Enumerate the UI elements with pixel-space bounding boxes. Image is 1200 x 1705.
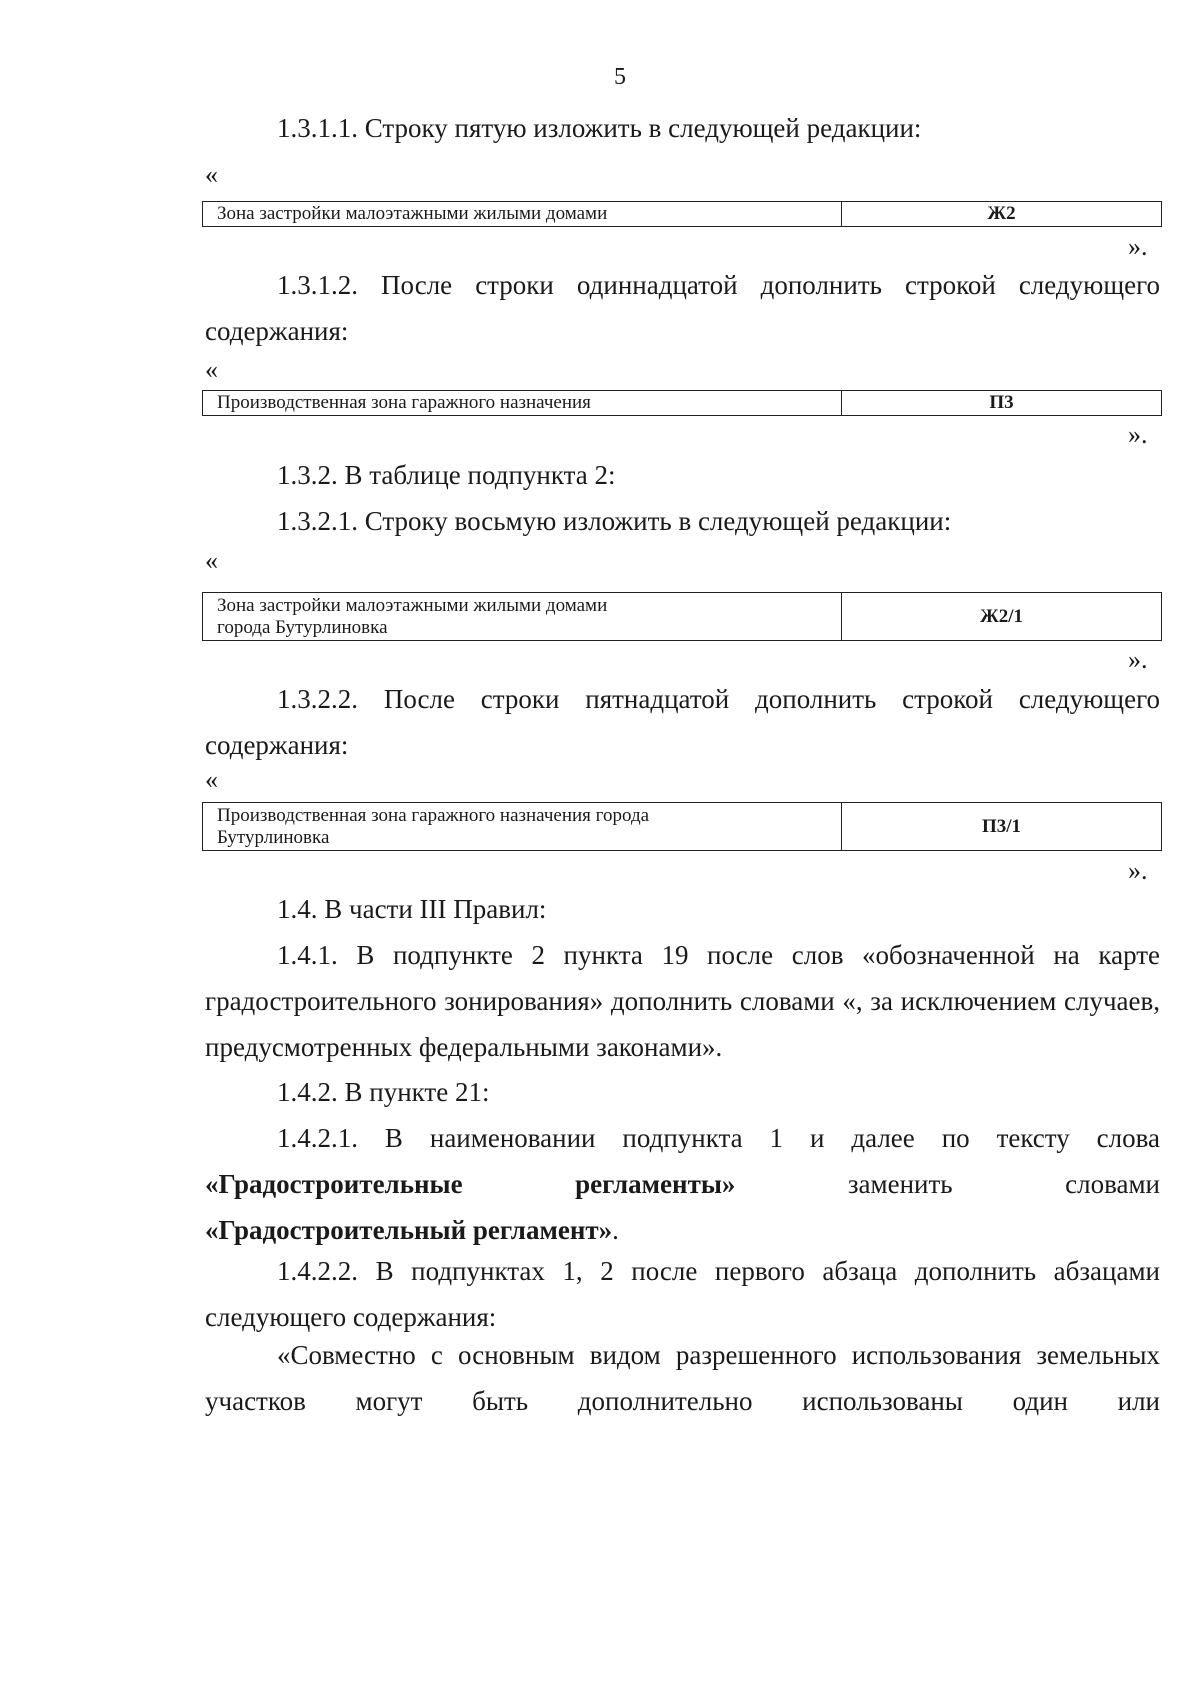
table-row [203, 391, 1162, 416]
term-old-1: «Градостроительные [205, 1169, 463, 1199]
quote-open-3: « [205, 546, 218, 575]
zone-name-cell [203, 803, 842, 851]
zone-name-cell [203, 593, 842, 641]
paragraph-1-4-2-1-line-3 [205, 1207, 1160, 1253]
quote-close-4: ». [1128, 856, 1148, 885]
paragraph-1-4-2-1 [205, 1115, 1160, 1253]
zone-code-cell: П3 [842, 391, 1162, 416]
zone-name-line-1: Зона застройки малоэтажными жилыми домами [217, 594, 608, 616]
zone-name-cell: Производственная зона гаражного назначения [203, 391, 842, 416]
paragraph-1-3-1-2: 1.3.1.2. После строки одиннадцатой дополнить строкой следующего содержания: [205, 270, 1160, 346]
zone-name-line-2: города Бутурлиновка [217, 616, 388, 638]
quote-close-2: ». [1128, 420, 1148, 449]
table-row [203, 202, 1162, 227]
paragraph-1-4: 1.4. В части III Правил: [277, 894, 547, 924]
term-new-period: . [612, 1215, 619, 1245]
zone-table-2 [202, 390, 1162, 416]
zone-code-cell: П3/1 [842, 803, 1162, 851]
zone-table-4 [202, 802, 1162, 851]
quote-open-4: « [205, 765, 218, 794]
paragraph-1-3-2-2: 1.3.2.2. После строки пятнадцатой дополнить строкой следующего содержания: [205, 684, 1160, 760]
zone-name-line-2: Бутурлиновка [217, 826, 330, 848]
table-row [203, 593, 1162, 641]
zone-code-cell: Ж2 [842, 202, 1162, 227]
term-old-2: регламенты» [575, 1169, 736, 1199]
page-number: 5 [614, 64, 626, 90]
zone-table-3 [202, 592, 1162, 641]
quote-close-3: ». [1128, 645, 1148, 674]
paragraph-quote-start: «Совместно с основным видом разрешенного использования земельных участков могут быть дополнительно использованы один или [205, 1340, 1160, 1416]
paragraph-1-4-2-2: 1.4.2.2. В подпунктах 1, 2 после первого абзаца дополнить абзацами следующего содержания: [205, 1256, 1160, 1332]
zone-table-1 [202, 201, 1162, 227]
zone-code-cell: Ж2/1 [842, 593, 1162, 641]
term-new: «Градостроительный регламент» [205, 1215, 613, 1245]
word-with: словами [1065, 1169, 1160, 1199]
quote-close-1: ». [1128, 232, 1148, 261]
quote-open-1: « [205, 160, 218, 189]
paragraph-1-3-1-1: 1.3.1.1. Строку пятую изложить в следующей редакции: [277, 113, 922, 143]
table-row [203, 803, 1162, 851]
paragraph-1-4-2: 1.4.2. В пункте 21: [277, 1077, 490, 1107]
paragraph-1-4-2-1-line-1: 1.4.2.1. В наименовании подпункта 1 и далее по тексту слова [277, 1123, 1160, 1153]
zone-name-cell: Зона застройки малоэтажными жилыми домами [203, 202, 842, 227]
paragraph-1-4-1: 1.4.1. В подпункте 2 пункта 19 после слов «обозначенной на карте градостроительного зонирования» дополнить словами «, за исключением случаев, предусмотренных федеральными законами». [205, 940, 1160, 1062]
word-replace: заменить [847, 1169, 953, 1199]
paragraph-1-4-2-1-line-2 [205, 1161, 1160, 1207]
zone-name-line-1: Производственная зона гаражного назначения города [217, 804, 650, 826]
paragraph-1-3-2: 1.3.2. В таблице подпункта 2: [277, 460, 616, 490]
paragraph-1-3-2-1: 1.3.2.1. Строку восьмую изложить в следующей редакции: [277, 506, 952, 536]
quote-open-2: « [205, 355, 218, 384]
